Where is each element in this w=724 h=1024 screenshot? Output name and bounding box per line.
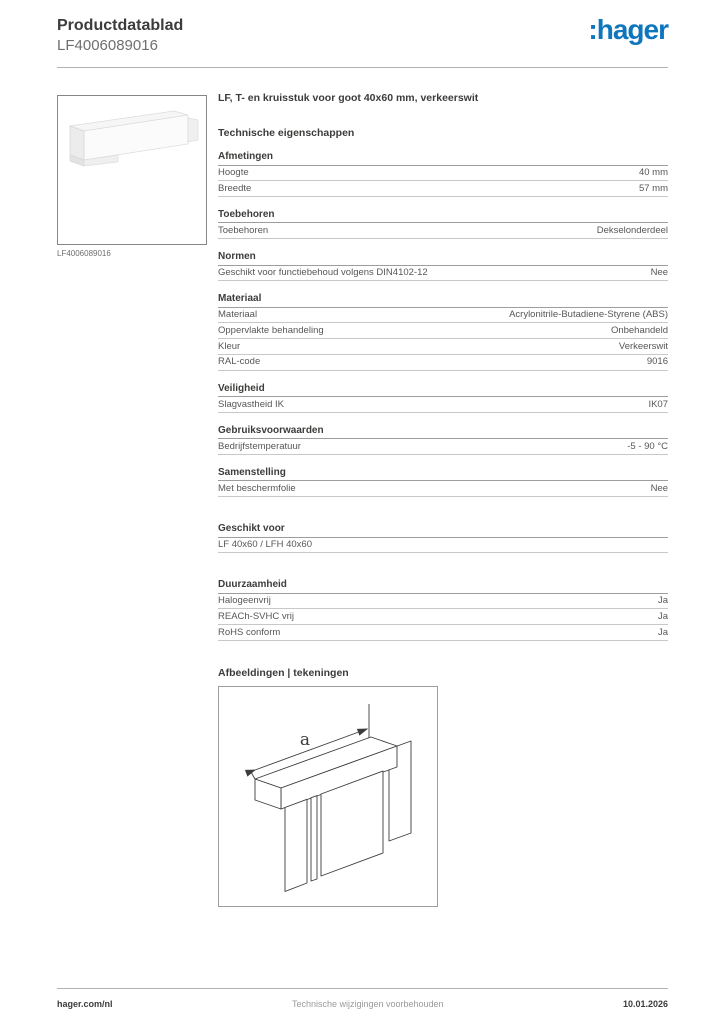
hager-logo: :hager [588, 14, 668, 45]
drawings-heading: Afbeeldingen | tekeningen [218, 666, 349, 679]
section-veiligheid [218, 383, 668, 413]
row-value: Ja [657, 611, 668, 623]
section-title: Afmetingen [218, 151, 668, 166]
footer-date: 10.01.2026 [622, 999, 668, 1009]
row-value: Onbehandeld [610, 325, 668, 337]
table-row [218, 594, 668, 610]
table-row [218, 609, 668, 625]
table-row [218, 625, 668, 641]
section-duurzaamheid [218, 579, 668, 641]
section-materiaal [218, 293, 668, 370]
row-value: 40 mm [638, 167, 668, 179]
row-label: Toebehoren [218, 224, 269, 236]
section-geschikt-voor [218, 523, 668, 553]
technical-properties-heading: Technische eigenschappen [218, 127, 355, 139]
section-title: Veiligheid [218, 383, 668, 398]
page-footer [57, 999, 668, 1009]
row-value: Ja [657, 626, 668, 638]
section-title: Samenstelling [218, 467, 668, 482]
row-label: Hoogte [218, 167, 249, 179]
table-row [218, 166, 668, 182]
table-row [218, 323, 668, 339]
row-label: REACh-SVHC vrij [218, 611, 295, 623]
section-drawings [218, 667, 668, 907]
row-label: Slagvastheid IK [218, 398, 285, 410]
row-label: LF 40x60 / LFH 40x60 [218, 539, 312, 551]
row-label: Halogeenvrij [218, 595, 271, 607]
header-divider [57, 67, 668, 68]
row-value: Nee [650, 267, 668, 279]
document-type: Productdatablad [57, 17, 184, 34]
page-header [57, 16, 668, 56]
section-title: Materiaal [218, 293, 668, 308]
product-image [57, 95, 207, 245]
product-image-caption: LF4006089016 [57, 249, 111, 258]
technical-drawing [218, 686, 438, 907]
section-title: Gebruiksvoorwaarden [218, 425, 668, 440]
row-label: Breedte [218, 182, 252, 194]
dimension-label: a [299, 729, 311, 750]
table-row [218, 339, 668, 355]
footer-website: hager.com/nl [57, 999, 113, 1009]
product-render [58, 96, 206, 244]
section-title: Normen [218, 251, 668, 266]
footer-notice: Technische wijzigingen voorbehouden [291, 999, 444, 1009]
row-label: RoHS conform [218, 626, 281, 638]
row-value: -5 - 90 °C [627, 440, 668, 452]
table-row [218, 538, 668, 554]
section-toebehoren [218, 209, 668, 239]
table-row [218, 355, 668, 371]
table-row [218, 481, 668, 497]
table-row [218, 397, 668, 413]
table-row [218, 439, 668, 455]
row-label: Bedrijfstemperatuur [218, 440, 301, 452]
section-afmetingen [218, 151, 668, 197]
section-normen [218, 251, 668, 281]
row-label: Geschikt voor functiebehoud volgens DIN4102-12 [218, 267, 428, 279]
product-title: LF, T- en kruisstuk voor goot 40x60 mm, verkeerswit [218, 92, 479, 104]
section-gebruiksvoorwaarden [218, 425, 668, 455]
row-value: Dekselonderdeel [596, 224, 668, 236]
row-label: Oppervlakte behandeling [218, 325, 324, 337]
row-label: RAL-code [218, 356, 261, 368]
dimension-drawing [219, 687, 437, 906]
row-label: Materiaal [218, 309, 258, 321]
table-row [218, 308, 668, 324]
section-samenstelling [218, 467, 668, 497]
product-reference: LF4006089016 [57, 37, 158, 54]
row-value: Ja [657, 595, 668, 607]
row-value: Acrylonitrile-Butadiene-Styrene (ABS) [509, 309, 668, 321]
row-value: Verkeerswit [618, 340, 668, 352]
row-label: Kleur [218, 340, 241, 352]
footer-divider [57, 988, 668, 989]
row-label: Met beschermfolie [218, 482, 296, 494]
table-row [218, 223, 668, 239]
section-title: Duurzaamheid [218, 579, 668, 594]
section-title: Geschikt voor [218, 523, 668, 538]
table-row [218, 181, 668, 197]
row-value: Nee [650, 482, 668, 494]
main-content [218, 92, 668, 907]
table-row [218, 266, 668, 282]
section-title: Toebehoren [218, 209, 668, 224]
row-value: IK07 [648, 398, 668, 410]
row-value: 57 mm [638, 182, 668, 194]
row-value: 9016 [646, 356, 668, 368]
